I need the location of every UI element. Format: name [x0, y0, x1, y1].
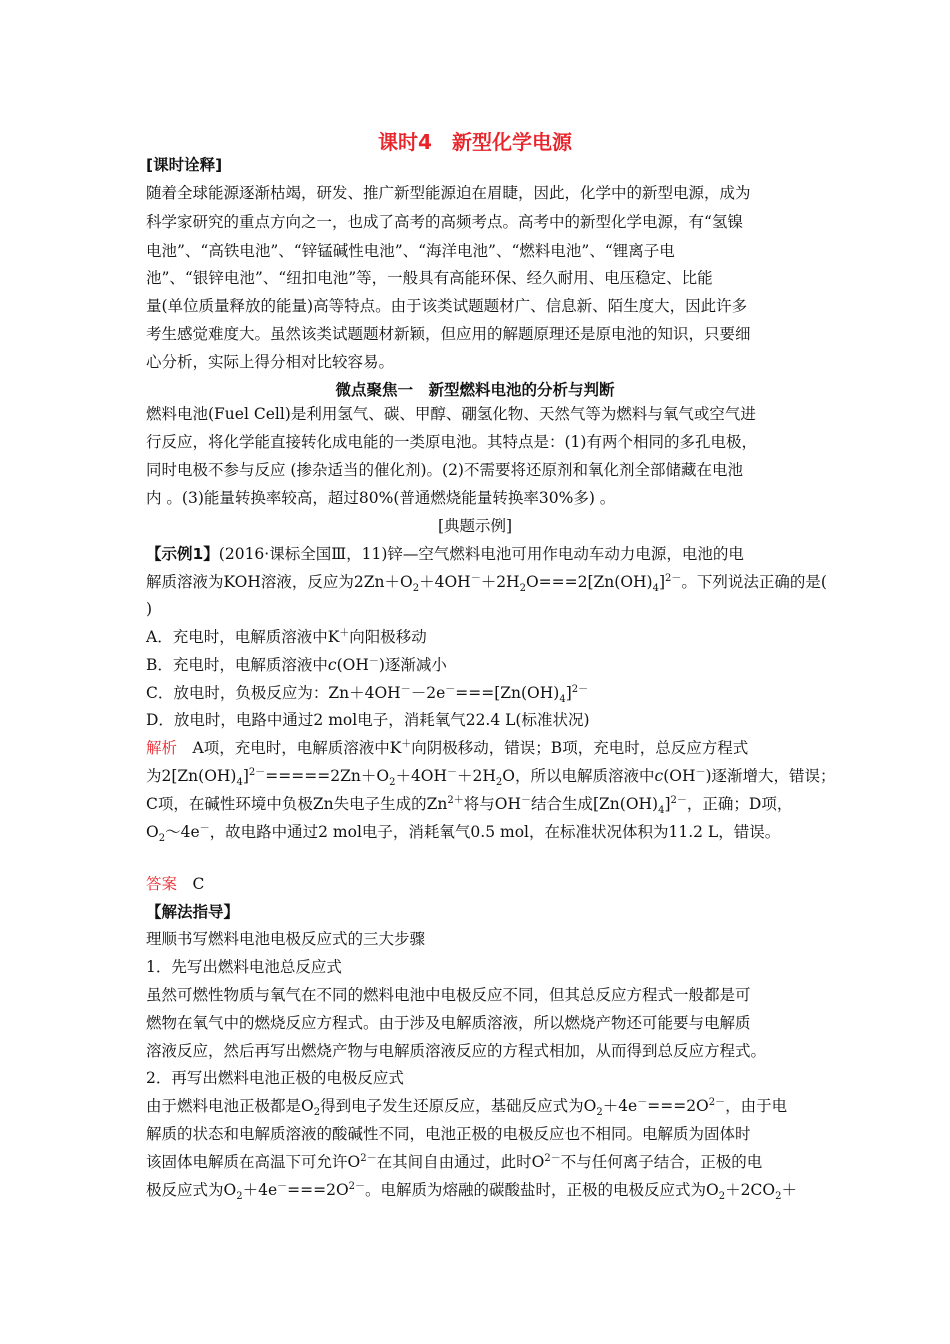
- intro-line: 考生感觉难度大。虽然该类试题题材新颖，但应用的解题原理还是原电池的知识，只要细: [146, 325, 751, 343]
- example-line: ): [146, 600, 153, 618]
- example-tag: 【示例1】: [146, 545, 219, 563]
- answer-label: 答案: [146, 875, 178, 893]
- analysis-line: 解析 A项，充电时，电解质溶液中K＋向阴极移动，错误；B项，充电时，总反应方程式: [146, 738, 749, 757]
- option-a: A．充电时，电解质溶液中K＋向阳极移动: [146, 627, 427, 646]
- intro-heading: [课时诠释]: [146, 156, 223, 174]
- guide-line: 该固体电解质在高温下可允许$O^{2-}$在其间自由通过，此时$O^{2-}$不与任何离子结合，正极的电: [146, 1152, 763, 1171]
- section-line: 同时电极不参与反应 (掺杂适当的催化剂)。(2)不需要将还原剂和氧化剂全部储藏在电池: [146, 461, 743, 479]
- option-c: C．放电时，负极反应为：$Zn+4OH^--2e^-===[Zn(OH)_4]^{2-}$: [146, 683, 589, 706]
- example-line: 解质溶液为KOH溶液，反应为$2Zn+O_2+4OH^-+2H_2O===2[Zn(OH)_4]^{2-}$。下列说法正确的是(: [146, 572, 827, 595]
- analysis-line: C项，在碱性环境中负极Zn失电子生成的$Zn^{2+}$将与OH－结合生成$[Zn(OH)_4]^{2-}$，正确；D项，: [146, 794, 793, 817]
- step-heading: 1．先写出燃料电池总反应式: [146, 958, 342, 976]
- guide-line: 由于燃料电池正极都是$O_2$得到电子发生还原反应，基础反应式为$O_2+4e^-===2O^{2-}$，由于电: [146, 1096, 788, 1119]
- analysis-line: $O_2\sim 4e^-$，故电路中通过2 mol电子，消耗氧气0.5 mol，在标准状况体积为11.2 L，错误。: [146, 822, 781, 845]
- answer-value: C: [192, 875, 205, 893]
- intro-line: 科学家研究的重点方向之一，也成了高考的高频考点。高考中的新型化学电源，有“氢镍: [146, 213, 743, 231]
- analysis-line: 为$2[Zn(OH)_4]^{2-}=====2Zn+O_2+4OH^-+2H_2O$，所以电解质溶液中c(OH－)逐渐增大，错误；: [146, 766, 836, 789]
- option-b: B．充电时，电解质溶液中c(OH－)逐渐减小: [146, 655, 447, 674]
- guide-line: 极反应式为$O_2+4e^-===2O^{2-}$。电解质为熔融的碳酸盐时，正极的电极反应式为$O_2+2CO_2+$: [146, 1180, 797, 1203]
- guide-line: 燃物在氧气中的燃烧反应方程式。由于涉及电解质溶液，所以燃烧产物还可能要与电解质: [146, 1014, 751, 1032]
- guide-heading: 【解法指导】: [146, 903, 240, 921]
- intro-line: 池”、“银锌电池”、“纽扣电池”等，一般具有高能环保、经久耐用、电压稳定、比能: [146, 269, 713, 287]
- page-title: 课时4 新型化学电源: [378, 130, 572, 154]
- answer-line: [146, 873, 204, 895]
- intro-line: 随着全球能源逐渐枯竭，研发、推广新型能源迫在眉睫，因此，化学中的新型电源，成为: [146, 184, 751, 202]
- section-line: 行反应，将化学能直接转化成电能的一类原电池。其特点是：(1)有两个相同的多孔电极，: [146, 433, 757, 451]
- example-line: 【示例1】(2016·课标全国Ⅲ，11)锌—空气燃料电池可用作电动车动力电源，电池的电: [146, 545, 744, 563]
- intro-line: 电池”、“高铁电池”、“锌锰碱性电池”、“海洋电池”、“燃料电池”、“锂离子电: [146, 242, 675, 260]
- section-line: 燃料电池(Fuel Cell)是利用氢气、碳、甲醇、硼氢化物、天然气等为燃料与氧气或空气进: [146, 405, 756, 423]
- analysis-label: 解析: [146, 739, 178, 757]
- option-d: D．放电时，电路中通过2 mol电子，消耗氧气22.4 L(标准状况): [146, 711, 590, 729]
- guide-subtitle: 理顺书写燃料电池电极反应式的三大步骤: [146, 930, 426, 948]
- guide-line: 虽然可燃性物质与氧气在不同的燃料电池中电极反应不同，但其总反应方程式一般都是可: [146, 986, 751, 1004]
- intro-line: 量(单位质量释放的能量)高等特点。由于该类试题题材广、信息新、陌生度大，因此许多: [146, 297, 748, 315]
- section-line: 内 。(3)能量转换率较高，超过80%(普通燃烧能量转换率30%多) 。: [146, 489, 616, 507]
- step-heading: 2．再写出燃料电池正极的电极反应式: [146, 1069, 404, 1087]
- example-heading: [典题示例]: [437, 517, 513, 535]
- guide-line: 溶液反应，然后再写出燃烧产物与电解质溶液反应的方程式相加，从而得到总反应方程式。: [146, 1042, 767, 1060]
- intro-line: 心分析，实际上得分相对比较容易。: [146, 353, 395, 371]
- guide-line: 解质的状态和电解质溶液的酸碱性不同，电池正极的电极反应也不相同。电解质为固体时: [146, 1125, 751, 1143]
- section-heading: 微点聚焦一 新型燃料电池的分析与判断: [335, 381, 615, 399]
